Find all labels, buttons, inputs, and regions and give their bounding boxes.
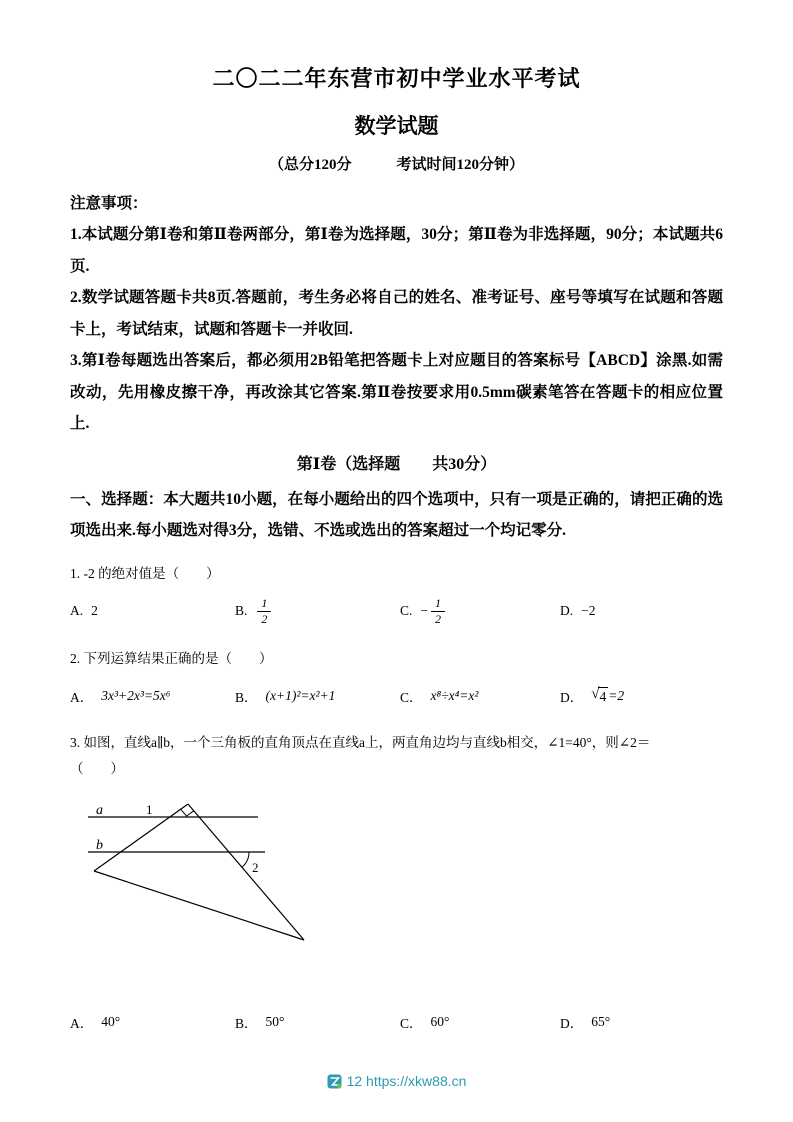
- option-formula: 3x³+2x³=5x⁶: [101, 688, 171, 704]
- exam-info-line: （总分120分 考试时间120分钟）: [268, 157, 524, 173]
- exam-subtitle: 数学试题: [354, 114, 439, 138]
- q2-option-a: [70, 686, 235, 706]
- option-label: C．: [400, 1016, 423, 1032]
- question-3-text: 3. 如图，直线a∥b，一个三角板的直角顶点在直线a上，两直角边均与直线b相交，∠1=40°，则∠2＝: [70, 735, 651, 751]
- line-a-label: a: [96, 803, 103, 819]
- q1-option-c: [400, 596, 560, 628]
- section-intro: 一、选择题：本大题共10小题，在每小题给出的四个选项中，只有一项是正确的，请把正确的选项选出来.每小题选对得3分，选错、不选或选出的答案超过一个均记零分.: [70, 490, 723, 539]
- page-footer: [0, 1073, 793, 1092]
- option-label: C．: [400, 690, 423, 706]
- fraction: [431, 597, 445, 628]
- fraction-denominator: 2: [261, 612, 268, 627]
- question-2-options: [70, 681, 723, 711]
- right-angle-mark: [181, 809, 194, 816]
- option-label: B.: [235, 603, 248, 619]
- radical-sign-icon: √: [591, 686, 600, 703]
- question-2-text: 2. 下列运算结果正确的是（ ）: [70, 651, 273, 667]
- q2-option-b: [235, 686, 400, 706]
- angle2-arc: [242, 852, 249, 867]
- option-label: D.: [560, 603, 574, 619]
- exam-title: 二〇二二年东营市初中学业水平考试: [212, 66, 581, 91]
- q1-option-b: [235, 596, 400, 628]
- minus-sign: −: [420, 603, 429, 619]
- fraction-numerator: 1: [257, 597, 271, 613]
- option-value: 50°: [265, 1014, 285, 1030]
- triangle-hypotenuse: [94, 871, 304, 940]
- question-1-options: [70, 596, 723, 628]
- option-value: 65°: [591, 1014, 611, 1030]
- q1-option-d: [560, 603, 723, 619]
- option-value: 2: [91, 603, 98, 619]
- notice-item-2: 2.数学试题答题卡共8页.答题前，考生务必将自己的姓名、准考证号、座号等填写在试题和答题卡上，考试结束，试题和答题卡一并收回.: [70, 289, 723, 338]
- q2-option-c: [400, 686, 560, 706]
- fraction-numerator: 1: [431, 597, 445, 613]
- triangle-left-leg: [94, 804, 188, 871]
- q1-option-a: [70, 603, 235, 619]
- option-value: 40°: [101, 1014, 121, 1030]
- option-formula: =2: [608, 688, 625, 704]
- option-value: −2: [581, 603, 596, 619]
- option-label: C.: [400, 603, 413, 619]
- site-logo-icon: [327, 1074, 342, 1092]
- triangle-right-leg: [188, 804, 304, 940]
- square-root: [591, 687, 608, 705]
- angle1-label: 1: [146, 802, 153, 818]
- section-heading: 第Ⅰ卷（选择题 共30分）: [296, 455, 497, 473]
- angle2-label: 2: [252, 860, 259, 876]
- option-label: A．: [70, 690, 94, 706]
- notice-item-3: 3.第Ⅰ卷每题选出答案后，都必须用2B铅笔把答题卡上对应题目的答案标号【ABCD】涂黑.如需改动，先用橡皮擦干净，再改涂其它答案.第Ⅱ卷按要求用0.5mm碳素笔答在答题卡的相应位置上.: [70, 352, 723, 432]
- option-label: A．: [70, 1016, 94, 1032]
- radicand: 4: [599, 689, 607, 705]
- option-value: 60°: [430, 1014, 450, 1030]
- q3-figure: [86, 797, 723, 949]
- q3-option-a: [70, 1012, 235, 1032]
- q3-option-d: [560, 1012, 723, 1032]
- fraction: [257, 597, 271, 628]
- question-3-text-continued: （ ）: [70, 761, 124, 777]
- question-3-options: [70, 1007, 723, 1037]
- option-formula: x⁸÷x⁴=x²: [430, 688, 479, 704]
- line-b-label: b: [96, 838, 103, 854]
- footer-link[interactable]: 12 https://xkw88.cn: [346, 1073, 467, 1089]
- notice-heading: 注意事项：: [70, 195, 148, 212]
- question-1-text: 1. -2 的绝对值是（ ）: [70, 565, 220, 581]
- option-label: D．: [560, 690, 584, 706]
- option-label: B．: [235, 690, 258, 706]
- q3-option-c: [400, 1012, 560, 1032]
- q2-option-d: [560, 686, 723, 706]
- option-label: A.: [70, 603, 84, 619]
- option-formula: (x+1)²=x²+1: [265, 688, 336, 704]
- option-label: D．: [560, 1016, 584, 1032]
- option-label: B．: [235, 1016, 258, 1032]
- notice-item-1: 1.本试题分第Ⅰ卷和第Ⅱ卷两部分，第Ⅰ卷为选择题，30分；第Ⅱ卷为非选择题，90分；本试题共6页.: [70, 226, 723, 275]
- q3-option-b: [235, 1012, 400, 1032]
- fraction-denominator: 2: [435, 612, 442, 627]
